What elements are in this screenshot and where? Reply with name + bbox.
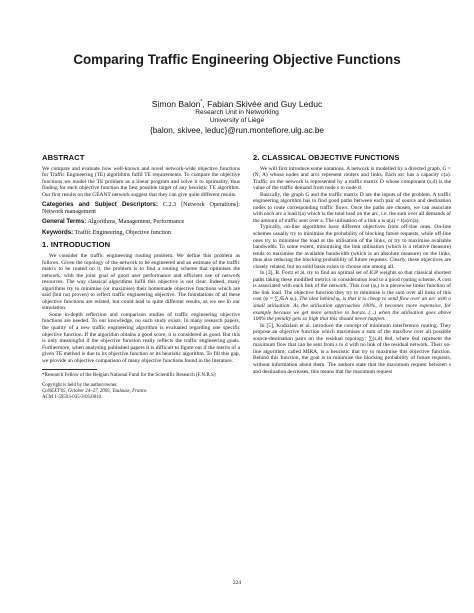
terms-heading: General Terms: (42, 218, 87, 226)
conference-line: CoNEXT'05, October 24–27, 2005, Toulouse, France. (42, 389, 148, 395)
fortz-text: In [3], B. Fortz et al. try to find an optimal set of IGP weights so that classical shortest paths taking these modified metrics in consideration lead to a good routing scheme. A cost is associated with each link of the network. This cost (φₐ) is a piecewise linear function of the link load. The objective function they try to minimise is the sum over all links of this cost (φ = ∑ₐ∈A φₐ). (253, 270, 451, 303)
terms-line (42, 219, 240, 226)
right-column (253, 150, 451, 375)
section2-paragraph-2: Basically, the graph G and the traffic matrix D are the inputs of the problem. A traffic engineering algorithm has to find good paths between each pair of source and destination nodes to route corresponding traffic flows. Once the paths are chosen, we can associate with each arc a load l(a) which is the total load on the arc, i.e. the sum over all demands of the amount of traffic sent over a. The utilisation of a link a is u(a) = l(a)/c(a). (253, 191, 451, 224)
section2-paragraph-5: In [5], Kodialam et al. introduce the concept of minimum interference routing. They propose an objective function which maximises a sum of the maxflow over all possible source-destination pairs on the residual topology: ∑(s,d) θsd, where θsd represent the maximum flow that can be sent from s to d with no link of the residual network. Their on-line algorithm, called MIRA, is a heuristic that try to maximise this objective function. Behind this function, the goal is to minimise the blocking probability of future requests, without information about them. The authors state that the maximum request between s and destination decreases, this means that the maximum request (253, 322, 451, 375)
acm-line: ACM 1-59593-035-3/05/0010. (42, 394, 103, 400)
author-emails: {balon, skivee, leduc}@run.montefiore.ulg.ac.be (150, 125, 324, 135)
abstract-heading: ABSTRACT (42, 153, 85, 162)
author-first: Simon Balon (151, 98, 201, 109)
copyright-line: Copyright is held by the author/owner. (42, 383, 118, 389)
paper-title: Comparing Traffic Engineering Objective Functions (73, 52, 401, 67)
left-column (42, 150, 240, 401)
copyright-notice (42, 383, 240, 400)
footnote-rule (42, 369, 97, 370)
terms-text: Algorithms, Management, Performance (86, 219, 185, 226)
author-names (0, 97, 474, 109)
page-number: 224 (232, 580, 242, 586)
categories-line (42, 202, 240, 215)
footnote: *Research Fellow of the Belgian National Fund for the Scientific Research (F.N.R.S) (42, 372, 216, 379)
section2-heading: 2. CLASSICAL OBJECTIVE FUNCTIONS (253, 153, 400, 162)
intro-paragraph-2: Some in-depth reflection and comparison studies of traffic engineering objective functions are needed. To our knowledge, no such study exists. In many research papers, the quality of a new traffic engineering algorithm is evaluated regarding one specific objective function. If the algorithm obtains a good score, it is considered as good. But this is only meaningful if the objective function really reflects the traffic engineering goals. Furthermore, when analysing published papers it is difficult to figure out if the merits of a given TE method is due to its objective function or its heuristic algorithm. To fill this gap, we provide an objective comparison of many objective functions found in the literature. (42, 311, 240, 364)
fortz-quote: The idea behind φₐ is that it is cheap to send flow over an arc with a small utilisation. As the utilisation approaches 100%, it becomes more expensive, for example because we get more sensitive to bursts. (...) when the utilisation goes above 100% the penalty gets so high that this should never happen. (253, 296, 451, 323)
section2-paragraph-3: Typically, on-line algorithms have different objectives from off-line ones. On-line schemes usually try to minimise the probability of blocking future requests, while off-line ones try to minimise the load or the utilisation of the links, or try to maximise available bandwidth. To some extent, minimising the link utilisation (which is a relative measure) tends to maximise the available bandwidth (which is an absolute measure) on the links, thus also reducing the blocking probability of future requests. Clearly, these objectives are closely related, but no solid basis exists to choose one among all. (253, 224, 451, 270)
author-rest: , Fabian Skivée and Guy Leduc (202, 98, 323, 109)
section2-paragraph-1: We will first introduce some notations. A network is modelled by a directed graph, G = (N, A) whose nodes and arcs represent routers and links. Each arc has a capacity c(a). Traffic on the network is represented by a traffic matrix D whose component (s,d) is the value of the traffic demand from node s to node d. (253, 165, 451, 192)
categories-text: C.2.3 [Network Operations]: Network management (42, 202, 240, 215)
footnote-marker: * (200, 99, 203, 105)
categories-heading: Categories and Subject Descriptors: (42, 201, 158, 209)
section2-paragraph-4 (253, 270, 451, 322)
keywords-text: Traffic Engineering, Objective function (73, 229, 172, 236)
intro-paragraph-1: We consider the traffic engineering routing problem. We define this problem as follows. Given the topology of the network to be engineered and an estimate of the traffic matrix to be routed on it, the problem is to find a routing scheme that optimises the network, with the joint goal of good user performance and efficient use of network resources. The way classical algorithms fulfil this objective is not clear. Indeed, many algorithms try to minimise (or maximise) their homemade objective functions which are said (but not proven) to reflect traffic engineering objective. The foundations of all these objective functions are related, but could lead to quite different results, as we see in our simulation. (42, 253, 240, 312)
keywords-heading: Keywords: (42, 228, 74, 236)
university: University of Liège (209, 116, 265, 124)
intro-heading: 1. INTRODUCTION (42, 240, 111, 250)
author-block (0, 97, 474, 136)
keywords-line (42, 230, 240, 237)
affiliation: Research Unit in Networking (195, 108, 279, 116)
abstract-text: We compare and evaluate how well-known and novel network-wide objective functions for Traffic Engineering (TE) algorithms fulfil TE requirements. To compare the objective functions we model the TE problem as a linear program and solve it to optimality, thus finding for each objective function the best possible target of any heuristic TE algorithm. Our first results on the GÉANT network suggest that they can give quite different results. (42, 165, 240, 198)
